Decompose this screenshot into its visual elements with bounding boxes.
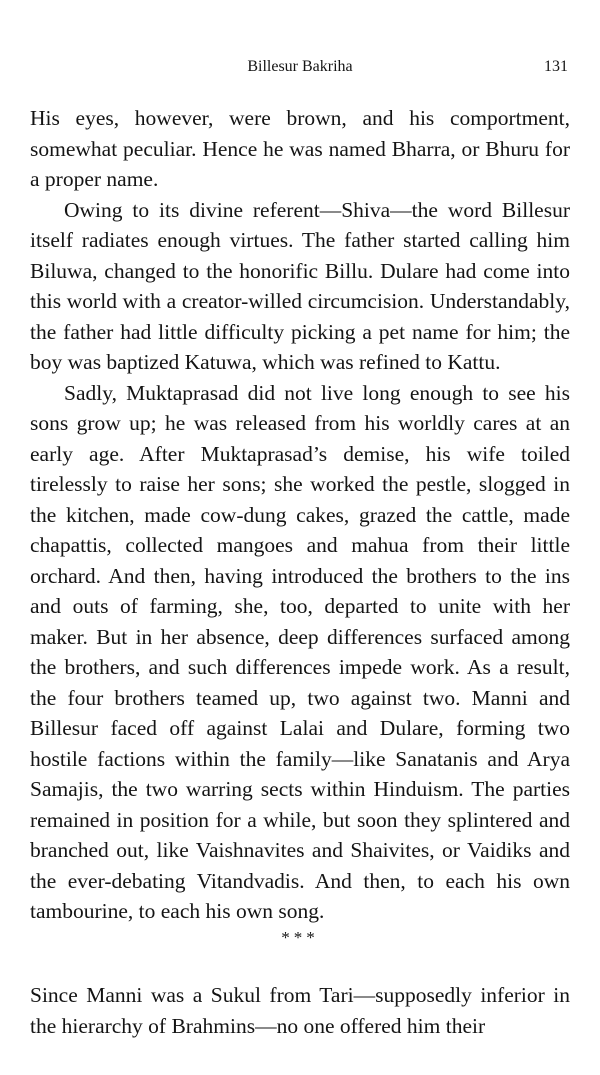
paragraph-4: Since Manni was a Sukul from Tari—supposedly inferior in the hierarchy of Brahmins—no one offered him their	[30, 983, 570, 1038]
body-text-after-break	[30, 980, 570, 1041]
section-break: ***	[281, 928, 319, 947]
body-text	[30, 103, 570, 927]
page-number: 131	[544, 58, 568, 75]
running-head	[30, 58, 570, 82]
running-title: Billesur Bakriha	[247, 58, 353, 75]
paragraph-2: Owing to its divine referent—Shiva—the word Billesur itself radiates enough virtues. The father started calling him Biluwa, changed to the honorific Billu. Dulare had come into this world with a creator-willed circumcision. Understandably, the father had little difficulty picking a pet name for him; the boy was baptized Katuwa, which was refined to Kattu.	[30, 197, 570, 374]
paragraph-1: His eyes, however, were brown, and his comportment, somewhat peculiar. Hence he was named Bharra, or Bhuru for a proper name.	[30, 106, 570, 191]
paragraph-3: Sadly, Muktaprasad did not live long enough to see his sons grow up; he was released from his worldly cares at an early age. After Muktaprasad’s demise, his wife toiled tirelessly to raise her sons; she worked the pestle, slogged in the kitchen, made cow-dung cakes, grazed the cattle, made chapattis, collected mangoes and mahua from their little orchard. And then, having introduced the brothers to the ins and outs of farming, she, too, departed to unite with her maker. But in her absence, deep differences surfaced among the brothers, and such differences impede work. As a result, the four brothers teamed up, two against two. Manni and Billesur faced off against Lalai and Dulare, forming two hostile factions within the family—like Sanatanis and Arya Samajis, the two warring sects within Hinduism. The parties remained in position for a while, but soon they splintered and branched out, like Vaishnavites and Shaivites, or Vaidiks and the ever-debating Vitandvadis. And then, to each his own tambourine, to each his own song.	[30, 380, 570, 923]
